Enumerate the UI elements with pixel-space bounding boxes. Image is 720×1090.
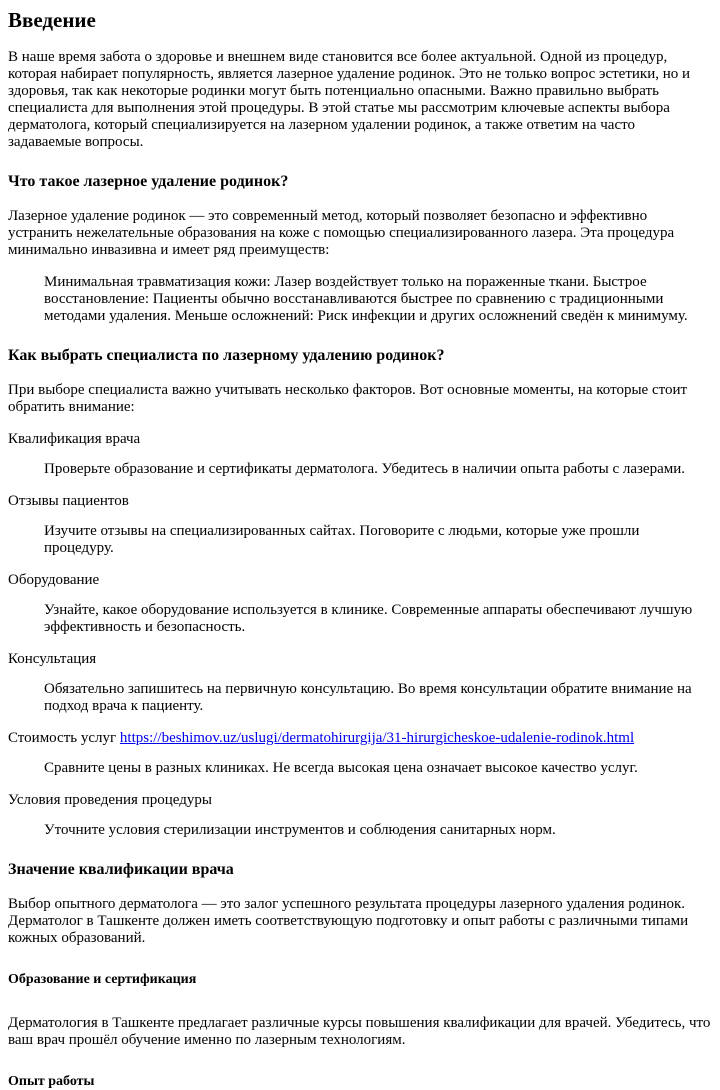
intro-paragraph: В наше время забота о здоровье и внешнем виде становится все более актуальной. Одной из процедур, которая набирает популярность, является лазерное удаление родинок. Это не только вопрос эстетики, но и здоровья, так как некоторые родинки могут быть потенциально опасными. Важно правильно выбрать специалиста для выполнения этой процедуры. В этой статье мы рассмотрим ключевые аспекты выбора дерматолога, который специализируется на лазерном удалении родинок, а также ответим на часто задаваемые вопросы. <box>8 49 691 150</box>
factor-title-cost: Стоимость услуг <box>8 730 117 746</box>
experience-heading: Опыт работы <box>8 1074 95 1089</box>
factor-text-cost: Сравните цены в разных клиниках. Не всегда высокая цена означает высокое качество услуг. <box>44 760 638 776</box>
factor-text-reviews: Изучите отзывы на специализированных сайтах. Поговорите с людьми, которые уже прошли процедуру. <box>44 523 640 556</box>
choose-paragraph: При выборе специалиста важно учитывать несколько факторов. Вот основные моменты, на которые стоит обратить внимание: <box>8 382 688 415</box>
factor-text-consultation: Обязательно запишитесь на первичную консультацию. Во время консультации обратите внимание на подход врача к пациенту. <box>44 681 692 714</box>
intro-heading: Введение <box>8 8 96 32</box>
qualification-heading: Значение квалификации врача <box>8 861 234 878</box>
factor-text-conditions: Уточните условия стерилизации инструментов и соблюдения санитарных норм. <box>44 822 556 838</box>
factor-title-reviews: Отзывы пациентов <box>8 493 129 509</box>
factor-title-qualification: Квалификация врача <box>8 431 141 447</box>
what-is-heading: Что такое лазерное удаление родинок? <box>8 173 289 190</box>
factor-title-cost-row <box>8 730 712 747</box>
qualification-paragraph: Выбор опытного дерматолога — это залог успешного результата процедуры лазерного удаления родинок. Дерматолог в Ташкенте должен иметь соответствующую подготовку и опыт работы с различными типами кожных образований. <box>8 896 689 946</box>
factor-title-consultation: Консультация <box>8 651 97 667</box>
factor-title-conditions: Условия проведения процедуры <box>8 792 212 808</box>
education-paragraph: Дерматология в Ташкенте предлагает различные курсы повышения квалификации для врачей. Убедитесь, что ваш врач прошёл обучение именно по лазерным технологиям. <box>8 1015 711 1048</box>
article <box>0 8 720 1090</box>
choose-heading: Как выбрать специалиста по лазерному удалению родинок? <box>8 347 445 364</box>
factor-text-equipment: Узнайте, какое оборудование используется в клинике. Современные аппараты обеспечивают лучшую эффективность и безопасность. <box>44 602 693 635</box>
benefits-quote: Минимальная травматизация кожи: Лазер воздействует только на пораженные ткани. Быстрое восстановление: Пациенты обычно восстанавливаются быстрее по сравнению с традиционными методами удаления. Меньше осложнений: Риск инфекции и других осложнений сведён к минимуму. <box>44 274 688 324</box>
education-heading: Образование и сертификация <box>8 972 197 987</box>
cost-link[interactable]: https://beshimov.uz/uslugi/dermatohirurgija/31-hirurgicheskoe-udalenie-rodinok.html <box>119 730 635 746</box>
what-is-paragraph: Лазерное удаление родинок — это современный метод, который позволяет безопасно и эффективно устранить нежелательные образования на коже с помощью специализированного лазера. Эта процедура минимально инвазивна и имеет ряд преимуществ: <box>8 208 675 258</box>
factor-title-equipment: Оборудование <box>8 572 100 588</box>
factor-text-qualification: Проверьте образование и сертификаты дерматолога. Убедитесь в наличии опыта работы с лазерами. <box>44 461 686 477</box>
